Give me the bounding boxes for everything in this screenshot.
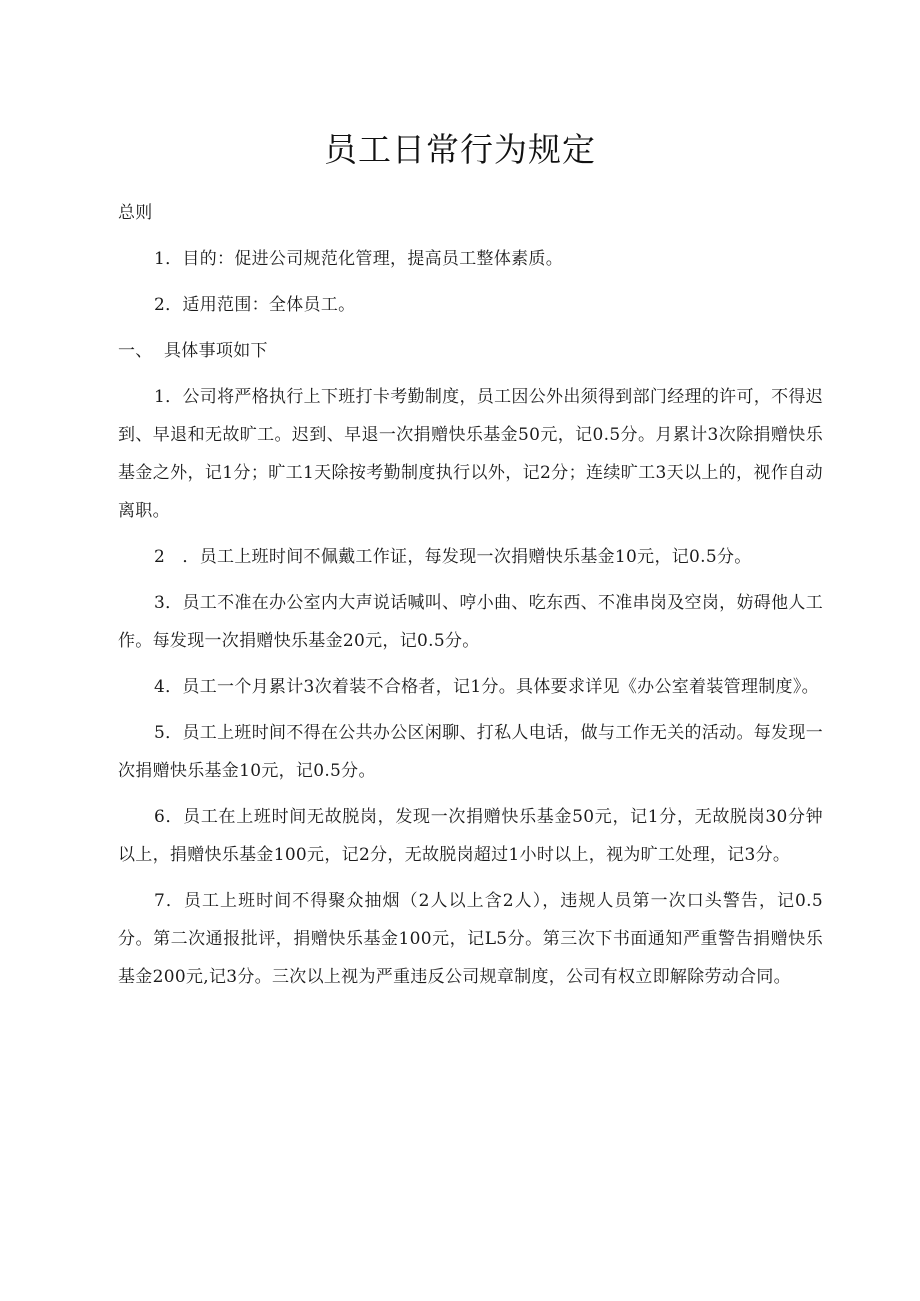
rule-item-6: 6．员工在上班时间无故脱岗，发现一次捐赠快乐基金50元，记1分，无故脱岗30分钟以上，捐赠快乐基金100元，记2分，无故脱岗超过1小时以上，视为旷工处理，记3分。: [118, 807, 823, 865]
general-heading: 总则: [118, 203, 153, 223]
rule-item-1: 1．公司将严格执行上下班打卡考勤制度，员工因公外出须得到部门经理的许可，不得迟到、早退和无故旷工。迟到、早退一次捐赠快乐基金50元，记0.5分。月累计3次除捐赠快乐基金之外，记1分；旷工1天除按考勤制度执行以外，记2分；连续旷工3天以上的，视作自动离职。: [118, 387, 823, 521]
rule-item-5: 5．员工上班时间不得在公共办公区闲聊、打私人电话，做与工作无关的活动。每发现一次捐赠快乐基金10元，记0.5分。: [118, 723, 823, 781]
section-title: 具体事项如下: [164, 341, 268, 361]
rule-item-2: 2 ．员工上班时间不佩戴工作证，每发现一次捐赠快乐基金10元，记0.5分。: [154, 547, 752, 567]
rule-item-7: 7．员工上班时间不得聚众抽烟（2人以上含2人），违规人员第一次口头警告，记0.5分。第二次通报批评，捐赠快乐基金100元，记L5分。第三次下书面通知严重警告捐赠快乐基金200元,记3分。三次以上视为严重违反公司规章制度，公司有权立即解除劳动合同。: [118, 891, 823, 987]
general-item-2: 2．适用范围：全体员工。: [154, 295, 356, 315]
section-heading: [118, 332, 823, 370]
document-title: 员工日常行为规定: [324, 130, 596, 169]
general-item-1: 1．目的：促进公司规范化管理，提高员工整体素质。: [154, 249, 564, 269]
rule-item-3: 3．员工不准在办公室内大声说话喊叫、哼小曲、吃东西、不准串岗及空岗，妨碍他人工作。每发现一次捐赠快乐基金20元，记0.5分。: [118, 593, 823, 651]
rule-item-4: 4．员工一个月累计3次着装不合格者，记1分。具体要求详见《办公室着装管理制度》。: [154, 677, 819, 697]
section-number: 一、: [118, 341, 153, 361]
document-body: [118, 194, 823, 996]
